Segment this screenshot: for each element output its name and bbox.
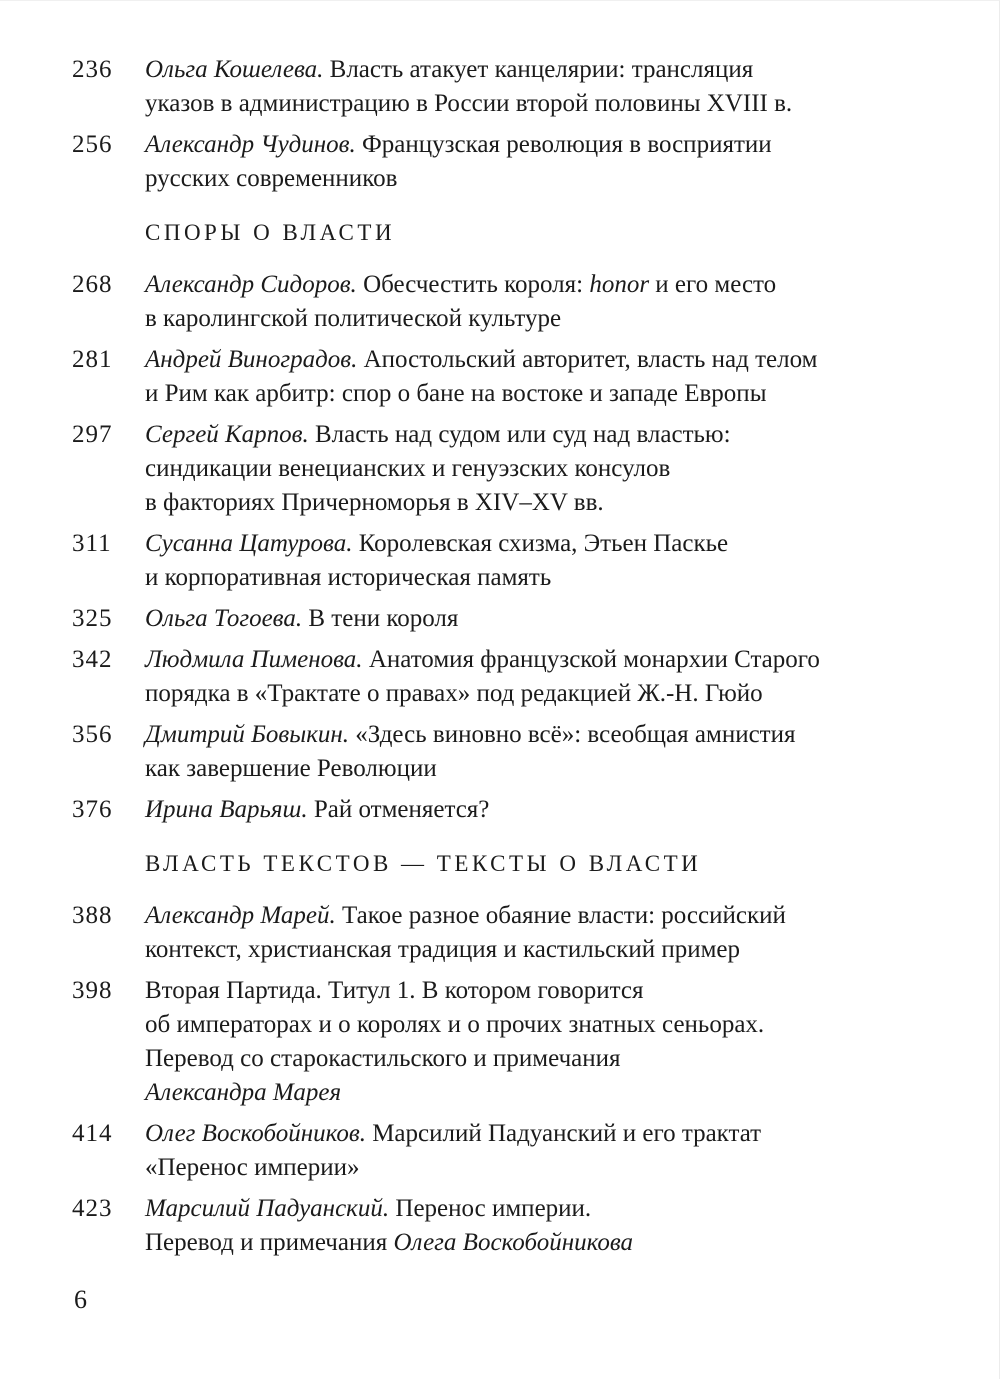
entry-text-segment: и его место [649, 271, 777, 298]
entry-text-segment: В тени короля [302, 605, 459, 632]
entry-text-segment: «Перенос империи» [145, 1154, 360, 1181]
entry-page-number: 256 [72, 131, 113, 158]
entry-text-italic-segment: Александр Чудинов. [145, 131, 356, 158]
entry-text-segment: Такое разное обаяние власти: российский [335, 902, 786, 929]
entry-text-italic-segment: Дмитрий Бовыкин. [145, 721, 350, 748]
entry-text-segment: русских современников [145, 165, 398, 192]
toc-entry [72, 53, 943, 121]
toc-entry [72, 527, 943, 595]
entry-text-segment: контекст, христианская традиция и кастильский пример [145, 936, 741, 963]
entry-text-segment: Власть атакует канцелярии: трансляция [323, 56, 754, 83]
entry-line [145, 527, 943, 561]
entry-title [145, 643, 943, 711]
entry-page-number: 268 [72, 271, 113, 298]
entry-text-italic-segment: Александр Марей. [145, 902, 336, 929]
section-header: СПОРЫ О ВЛАСТИ [145, 220, 396, 245]
entry-text-segment: и Рим как арбитр: спор о бане на востоке и западе Европы [145, 380, 767, 407]
entry-page-number: 325 [72, 605, 113, 632]
entry-text-italic-segment: Сусанна Цатурова. [145, 530, 353, 557]
entry-title [145, 899, 943, 967]
table-of-contents [72, 53, 943, 1260]
entry-page-number: 356 [72, 721, 113, 748]
entry-title [145, 343, 943, 411]
toc-entry [72, 718, 943, 786]
toc-entry [72, 1192, 943, 1260]
toc-entry [72, 418, 943, 520]
entry-page-number: 388 [72, 902, 113, 929]
entry-line [145, 561, 943, 595]
entry-line [145, 452, 943, 486]
entry-title [145, 974, 943, 1110]
entry-text-segment: в факториях Причерноморья в XIV–XV вв. [145, 489, 604, 516]
entry-line [145, 974, 943, 1008]
entry-line [145, 53, 943, 87]
entry-line [145, 933, 943, 967]
entry-page-number: 376 [72, 796, 113, 823]
entry-line [145, 718, 943, 752]
entry-line [145, 643, 943, 677]
entry-title [145, 1117, 943, 1185]
entry-line [145, 1008, 943, 1042]
entry-title [145, 793, 943, 827]
entry-text-segment: Вторая Партида. Титул 1. В котором говорится [145, 977, 644, 1004]
entry-line [145, 793, 943, 827]
entry-text-segment: Анатомия французской монархии Старого [362, 646, 820, 673]
entry-text-segment: Обесчестить короля: [356, 271, 590, 298]
entry-title [145, 718, 943, 786]
entry-text-segment: синдикации венецианских и генуэзских консулов [145, 455, 671, 482]
entry-text-italic-segment: Александра Марея [145, 1079, 342, 1106]
entry-title [145, 53, 943, 121]
entry-line [145, 677, 943, 711]
entry-page-number: 414 [72, 1120, 113, 1147]
entry-text-italic-segment: Марсилий Падуанский. [145, 1195, 390, 1222]
toc-entry [72, 128, 943, 196]
entry-text-segment: Королевская схизма, Этьен Паскье [352, 530, 729, 557]
entry-text-italic-segment: Ирина Варьяш. [145, 796, 308, 823]
entry-text-italic-segment: Ольга Тогоева. [145, 605, 303, 632]
entry-title [145, 418, 943, 520]
entry-line [145, 268, 943, 302]
entry-text-italic-segment: Олег Воскобойников. [145, 1120, 366, 1147]
entry-text-italic-segment: Олега Воскобойникова [393, 1229, 634, 1256]
toc-entry [72, 1117, 943, 1185]
entry-page-number: 297 [72, 421, 113, 448]
entry-line [145, 486, 943, 520]
entry-text-segment: и корпоративная историческая память [145, 564, 552, 591]
entry-line [145, 1151, 943, 1185]
entry-text-segment: Перевод со старокастильского и примечания [145, 1045, 621, 1072]
entry-title [145, 602, 943, 636]
entry-line [145, 377, 943, 411]
entry-text-segment: указов в администрацию в России второй половины XVIII в. [145, 90, 793, 117]
entry-text-segment: Рай отменяется? [307, 796, 490, 823]
entry-title [145, 268, 943, 336]
entry-title [145, 128, 943, 196]
entry-line [145, 162, 943, 196]
entry-line [145, 602, 943, 636]
entry-line [145, 1192, 943, 1226]
toc-entry [72, 643, 943, 711]
toc-entry [72, 268, 943, 336]
entry-line [145, 418, 943, 452]
entry-page-number: 311 [72, 530, 112, 557]
section-header: ВЛАСТЬ ТЕКСТОВ — ТЕКСТЫ О ВЛАСТИ [145, 851, 702, 876]
entry-text-segment: в каролингской политической культуре [145, 305, 562, 332]
entry-line [145, 302, 943, 336]
entry-text-segment: об императорах и о королях и о прочих знатных сеньорах. [145, 1011, 765, 1038]
entry-text-italic-segment: honor [589, 271, 650, 298]
entry-line [145, 1226, 943, 1260]
entry-page-number: 423 [72, 1195, 113, 1222]
footer-page-number: 6 [74, 1285, 87, 1314]
toc-entry [72, 602, 943, 636]
entry-text-segment: как завершение Революции [145, 755, 437, 782]
entry-text-italic-segment: Александр Сидоров. [145, 271, 357, 298]
entry-title [145, 1192, 943, 1260]
entry-line [145, 1076, 943, 1110]
entry-text-italic-segment: Андрей Виноградов. [145, 346, 358, 373]
entry-line [145, 128, 943, 162]
entry-text-segment: порядка в «Трактате о правах» под редакцией Ж.-Н. Гюйо [145, 680, 763, 707]
entry-text-italic-segment: Людмила Пименова. [145, 646, 363, 673]
toc-entry [72, 343, 943, 411]
toc-entry [72, 899, 943, 967]
entry-text-segment: Марсилий Падуанский и его трактат [365, 1120, 762, 1147]
entry-text-segment: Перевод и примечания [145, 1229, 394, 1256]
entry-line [145, 1042, 943, 1076]
entry-line [145, 87, 943, 121]
entry-text-segment: «Здесь виновно всё»: всеобщая амнистия [349, 721, 796, 748]
toc-entry [72, 793, 943, 827]
entry-text-italic-segment: Ольга Кошелева. [145, 56, 324, 83]
entry-text-segment: Перенос империи. [389, 1195, 592, 1222]
entry-line [145, 752, 943, 786]
toc-entry [72, 974, 943, 1110]
entry-page-number: 398 [72, 977, 113, 1004]
entry-line [145, 1117, 943, 1151]
entry-line [145, 343, 943, 377]
entry-text-segment: Французская революция в восприятии [355, 131, 772, 158]
entry-line [145, 899, 943, 933]
entry-page-number: 342 [72, 646, 113, 673]
entry-text-italic-segment: Сергей Карпов. [145, 421, 309, 448]
entry-text-segment: Апостольский авторитет, власть над телом [357, 346, 818, 373]
entry-page-number: 236 [72, 56, 113, 83]
entry-text-segment: Власть над судом или суд над властью: [308, 421, 731, 448]
entry-page-number: 281 [72, 346, 113, 373]
entry-title [145, 527, 943, 595]
